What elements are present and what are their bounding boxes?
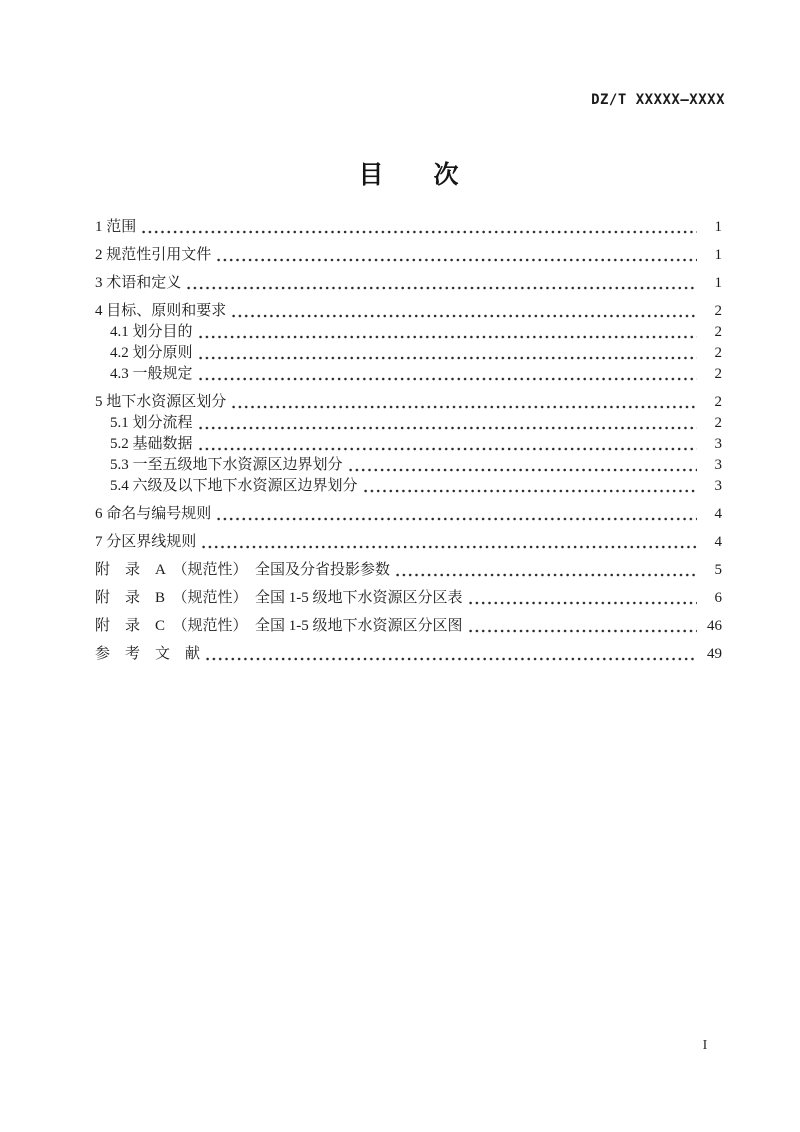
dot-leader: [202, 544, 697, 550]
toc-entry-label: 5.2 基础数据: [110, 436, 193, 452]
toc-entry-label: 4.1 划分目的: [110, 324, 193, 340]
dot-leader: [349, 467, 697, 473]
toc-entry-label: 4.3 一般规定: [110, 366, 193, 382]
dot-leader: [187, 285, 697, 291]
toc-entry: [95, 414, 722, 433]
toc-entry-page-number: 1: [714, 275, 722, 291]
toc-entry: [95, 302, 722, 321]
toc-entry-label: 1 范围: [95, 219, 137, 235]
toc-entry-page-number: 2: [714, 394, 722, 410]
toc-entry-page-number: 4: [714, 506, 722, 522]
toc-entry: [95, 561, 722, 580]
toc-entry-page-number: 4: [714, 534, 722, 550]
dot-leader: [199, 425, 697, 431]
toc-entry-label: 7 分区界线规则: [95, 534, 197, 550]
dot-leader: [206, 656, 697, 662]
toc-entry-label: 2 规范性引用文件: [95, 247, 212, 263]
toc-entry-label: 参 考 文 献: [95, 646, 201, 662]
toc-entry-label: 5.1 划分流程: [110, 415, 193, 431]
toc-entry: [95, 477, 722, 496]
dot-leader: [199, 355, 697, 361]
dot-leader: [469, 628, 697, 634]
toc-entry: [95, 365, 722, 384]
dot-leader: [232, 313, 697, 319]
toc-entry-page-number: 2: [714, 415, 722, 431]
toc-entry: [95, 505, 722, 524]
toc-entry-page-number: 3: [714, 436, 722, 452]
toc-entry-page-number: 2: [714, 303, 722, 319]
toc-entry-label: 附 录 A （规范性） 全国及分省投影参数: [95, 562, 391, 578]
toc-entry-label: 5 地下水资源区划分: [95, 394, 227, 410]
dot-leader: [232, 404, 697, 410]
toc-entry-page-number: 3: [714, 457, 722, 473]
toc-entry: [95, 456, 722, 475]
toc-entry: [95, 274, 722, 293]
toc-entry-page-number: 2: [714, 366, 722, 382]
toc-entry-page-number: 3: [714, 478, 722, 494]
toc-entry: [95, 218, 722, 237]
dot-leader: [217, 516, 697, 522]
doc-code: DZ/T XXXXX—XXXX: [591, 92, 725, 108]
footer-page-number: I: [702, 1038, 708, 1053]
toc-entry: [95, 589, 722, 608]
toc-entry-label: 5.3 一至五级地下水资源区边界划分: [110, 457, 343, 473]
toc-entry-label: 6 命名与编号规则: [95, 506, 212, 522]
dot-leader: [199, 446, 697, 452]
dot-leader: [199, 376, 697, 382]
dot-leader: [396, 572, 697, 578]
toc-entry: [95, 645, 722, 664]
dot-leader: [469, 600, 697, 606]
toc-entry: [95, 533, 722, 552]
toc-entry-page-number: 2: [714, 345, 722, 361]
toc-entry-page-number: 5: [714, 562, 722, 578]
toc-entry: [95, 435, 722, 454]
toc-entry: [95, 393, 722, 412]
dot-leader: [142, 229, 697, 235]
page-content: [95, 0, 722, 664]
toc-entry-label: 4.2 划分原则: [110, 345, 193, 361]
toc-entry-page-number: 6: [714, 590, 722, 606]
toc-entry: [95, 323, 722, 342]
toc-entry-page-number: 1: [714, 247, 722, 263]
dot-leader: [199, 334, 697, 340]
toc-entry-page-number: 2: [714, 324, 722, 340]
toc-entry: [95, 246, 722, 265]
toc-entry-label: 附 录 C （规范性） 全国 1-5 级地下水资源区分区图: [95, 618, 463, 634]
dot-leader: [217, 257, 697, 263]
toc-entry-label: 3 术语和定义: [95, 275, 182, 291]
dot-leader: [364, 488, 697, 494]
page-title: 目 次: [358, 162, 459, 189]
toc-entry-label: 4 目标、原则和要求: [95, 303, 227, 319]
toc-list: [95, 218, 722, 664]
toc-entry-page-number: 46: [707, 618, 722, 634]
toc-entry-label: 附 录 B （规范性） 全国 1-5 级地下水资源区分区表: [95, 590, 463, 606]
toc-entry-label: 5.4 六级及以下地下水资源区边界划分: [110, 478, 358, 494]
toc-entry-page-number: 1: [714, 219, 722, 235]
toc-entry: [95, 344, 722, 363]
toc-entry: [95, 617, 722, 636]
toc-entry-page-number: 49: [707, 646, 722, 662]
